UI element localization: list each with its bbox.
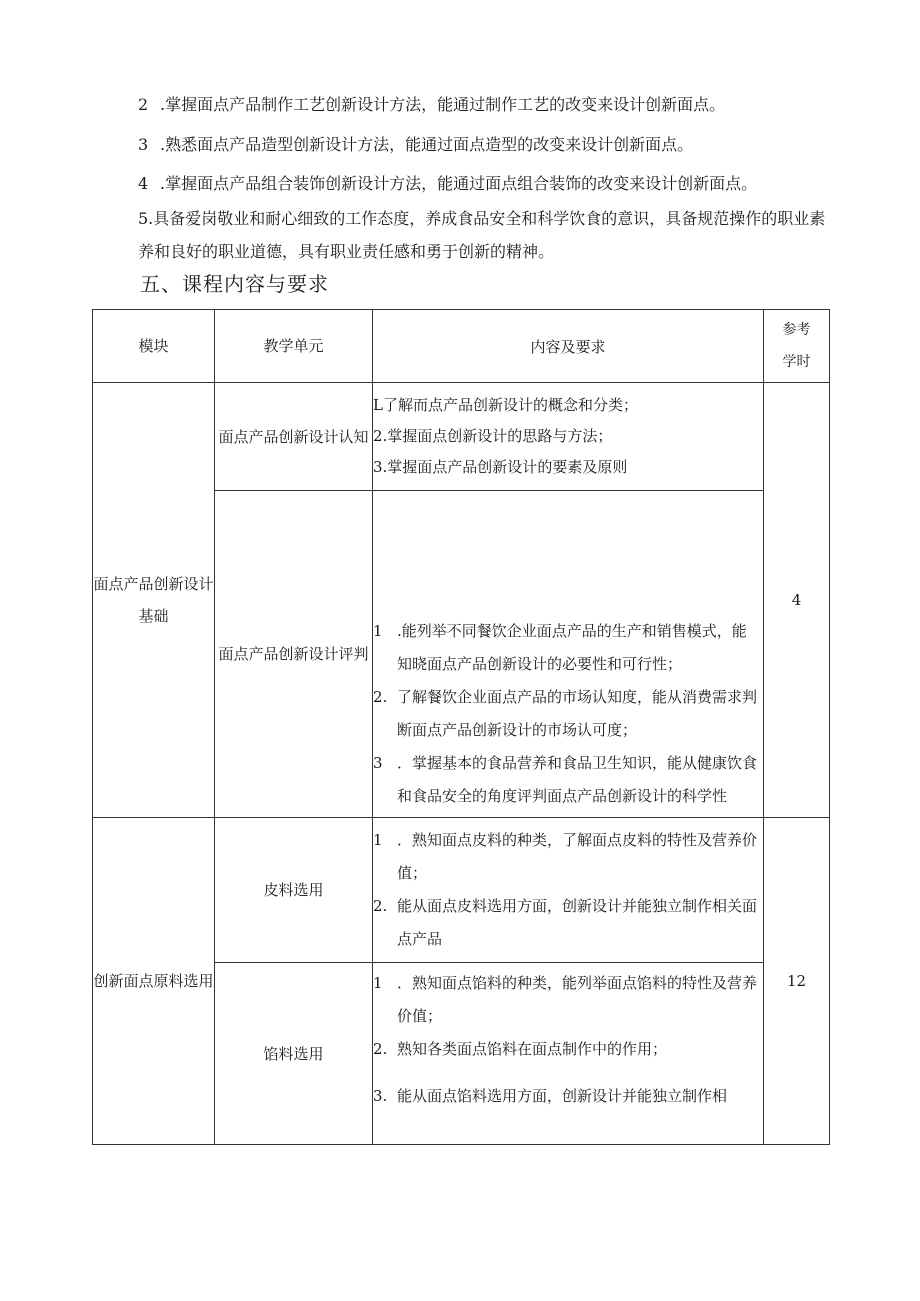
objective-text: .熟悉面点产品造型创新设计方法，能通过面点造型的改变来设计创新面点。 <box>160 135 694 154</box>
section-heading: 五、课程内容与要求 <box>140 272 329 296</box>
module-cell: 创新面点原料选用 <box>93 818 215 1145</box>
content-item <box>373 615 763 681</box>
objective-item-4 <box>138 173 757 195</box>
objective-item-2 <box>138 94 725 116</box>
item-text: 能从面点馅料选用方面，创新设计并能独立制作相 <box>397 1087 728 1105</box>
item-text: ．熟知面点皮料的种类，了解面点皮料的特性及营养价值； <box>397 831 758 882</box>
item-number: 3. <box>373 1087 388 1105</box>
item-text: .能列举不同餐饮企业面点产品的生产和销售模式，能知晓面点产品创新设计的必要性和可行性； <box>397 622 747 673</box>
content-item <box>373 1080 763 1113</box>
content-item: L了解而点产品创新设计的概念和分类； <box>373 396 638 414</box>
content-item <box>373 890 763 956</box>
item-text: 了解餐饮企业面点产品的市场认知度，能从消费需求判断面点产品创新设计的市场认可度； <box>397 688 758 739</box>
item-number: 2. <box>373 897 388 915</box>
item-number: 1 <box>373 622 383 640</box>
item-number: 2. <box>373 1040 388 1058</box>
unit-cell: 面点产品创新设计认知 <box>215 383 373 491</box>
objective-text: .掌握面点产品组合装饰创新设计方法，能通过面点组合装饰的改变来设计创新面点。 <box>160 174 758 193</box>
objective-number: 3 <box>138 135 149 154</box>
content-item: 2.掌握面点创新设计的思路与方法； <box>373 427 613 445</box>
unit-cell: 皮料选用 <box>215 818 373 963</box>
item-number: 2. <box>373 688 388 706</box>
objective-item-3 <box>138 134 693 156</box>
item-text: 熟知各类面点馅料在面点制作中的作用； <box>397 1040 668 1058</box>
objective-number: 2 <box>138 95 149 114</box>
content-item <box>373 824 763 890</box>
unit-cell: 馅料选用 <box>215 963 373 1145</box>
table-row <box>93 383 830 491</box>
module-cell: 面点产品创新设计基础 <box>93 383 215 818</box>
objective-item-5: 5.具备爱岗敬业和耐心细致的工作态度，养成食品安全和科学饮食的意识，具备规范操作的职业素养和良好的职业道德，具有职业责任感和勇于创新的精神。 <box>138 209 826 261</box>
course-content-table <box>92 309 830 1145</box>
unit-cell: 面点产品创新设计评判 <box>215 491 373 818</box>
header-content: 内容及要求 <box>373 310 764 383</box>
content-item <box>373 747 763 813</box>
content-item <box>373 1033 763 1066</box>
item-text: ．掌握基本的食品营养和食品卫生知识，能从健康饮食和食品安全的角度评判面点产品创新设计的科学性 <box>397 754 758 805</box>
table-header-row <box>93 310 830 383</box>
hours-cell: 4 <box>764 383 830 818</box>
item-text: 能从面点皮料选用方面，创新设计并能独立制作相关面点产品 <box>397 897 758 948</box>
header-module: 模块 <box>93 310 215 383</box>
content-cell <box>373 963 764 1145</box>
content-item <box>373 681 763 747</box>
content-cell <box>373 818 764 963</box>
content-cell <box>373 383 764 491</box>
item-number: 1 <box>373 974 383 992</box>
content-cell <box>373 491 764 818</box>
item-number: 3 <box>373 754 383 772</box>
header-hours-line2: 学时 <box>782 354 811 370</box>
header-unit: 教学单元 <box>215 310 373 383</box>
objective-number: 4 <box>138 174 149 193</box>
table-row <box>93 818 830 963</box>
hours-cell: 12 <box>764 818 830 1145</box>
header-hours-line1: 参考 <box>782 322 811 338</box>
header-hours <box>764 310 830 383</box>
item-text: ．熟知面点馅料的种类，能列举面点馅料的特性及营养价值； <box>397 974 758 1025</box>
content-item: 3.掌握面点产品创新设计的要素及原则 <box>373 458 628 476</box>
item-number: 1 <box>373 831 383 849</box>
content-item <box>373 967 763 1033</box>
objective-text: .掌握面点产品制作工艺创新设计方法，能通过制作工艺的改变来设计创新面点。 <box>160 95 726 114</box>
